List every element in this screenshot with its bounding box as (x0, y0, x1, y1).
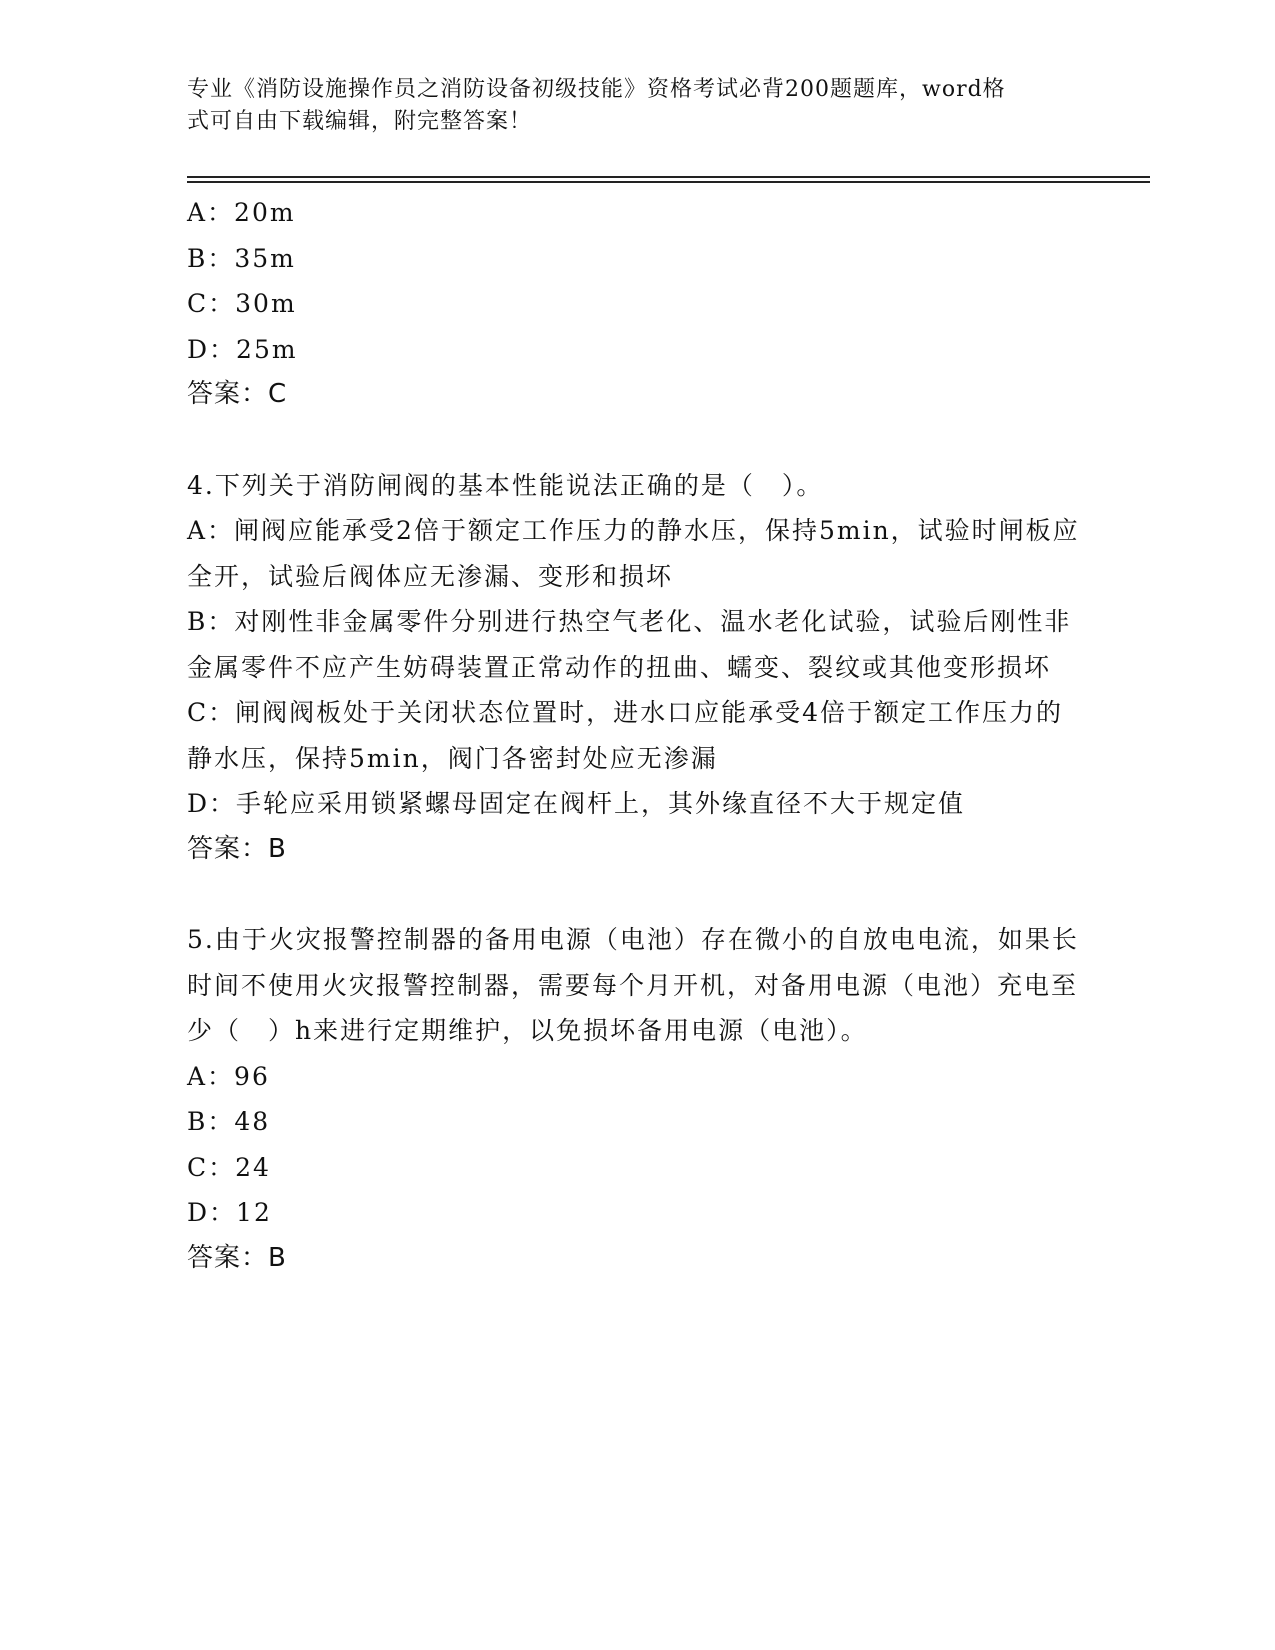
q5-answer: 答案：B (187, 1242, 287, 1273)
q4-option-c: C：闸阀阀板处于关闭状态位置时，进水口应能承受4倍于额定工作压力的静水压，保持5min，阀门各密封处应无渗漏 (187, 698, 1064, 773)
q3-option-c: C：30m (187, 289, 297, 318)
header-divider-top (187, 176, 1150, 178)
header-title-line-1: 专业《消防设施操作员之消防设备初级技能》资格考试必背200题题库，word格 (187, 77, 1006, 102)
q5-option-d: D：12 (187, 1198, 272, 1227)
question-4-block (187, 463, 1087, 873)
q4-option-a: A：闸阀应能承受2倍于额定工作压力的静水压，保持5min，试验时闸板应全开，试验后阀体应无渗漏、变形和损坏 (187, 516, 1080, 591)
q4-answer: 答案：B (187, 833, 287, 864)
q5-option-c: C：24 (187, 1152, 271, 1182)
q4-question: 4.下列关于消防闸阀的基本性能说法正确的是（ ）。 (187, 470, 824, 500)
q4-option-d: D：手轮应采用锁紧螺母固定在阀杆上，其外缘直径不大于规定值 (187, 789, 966, 818)
question-3-block (187, 190, 1087, 418)
q5-option-a: A：96 (187, 1061, 270, 1091)
q3-option-b: B：35m (187, 243, 296, 273)
spacer (187, 418, 1087, 463)
q3-answer: 答案：C (187, 379, 288, 409)
document-header (187, 74, 1067, 138)
header-title-line-2: 式可自由下载编辑，附完整答案！ (187, 109, 533, 134)
q3-option-d: D：25m (187, 334, 298, 364)
header-divider-bottom (187, 181, 1150, 183)
question-content (187, 190, 1087, 1281)
q5-option-b: B：48 (187, 1107, 271, 1136)
q4-option-b: B：对刚性非金属零件分别进行热空气老化、温水老化试验，试验后刚性非金属零件不应产生妨碍装置正常动作的扭曲、蠕变、裂纹或其他变形损坏 (187, 607, 1072, 682)
spacer (187, 872, 1087, 917)
question-5-block (187, 917, 1087, 1281)
q3-option-a: A：20m (187, 198, 296, 227)
q5-question: 5.由于火灾报警控制器的备用电源（电池）存在微小的自放电电流，如果长时间不使用火灾报警控制器，需要每个月开机，对备用电源（电池）充电至少（ ）h来进行定期维护，以免损坏备用电源（电池）。 (187, 925, 1079, 1045)
